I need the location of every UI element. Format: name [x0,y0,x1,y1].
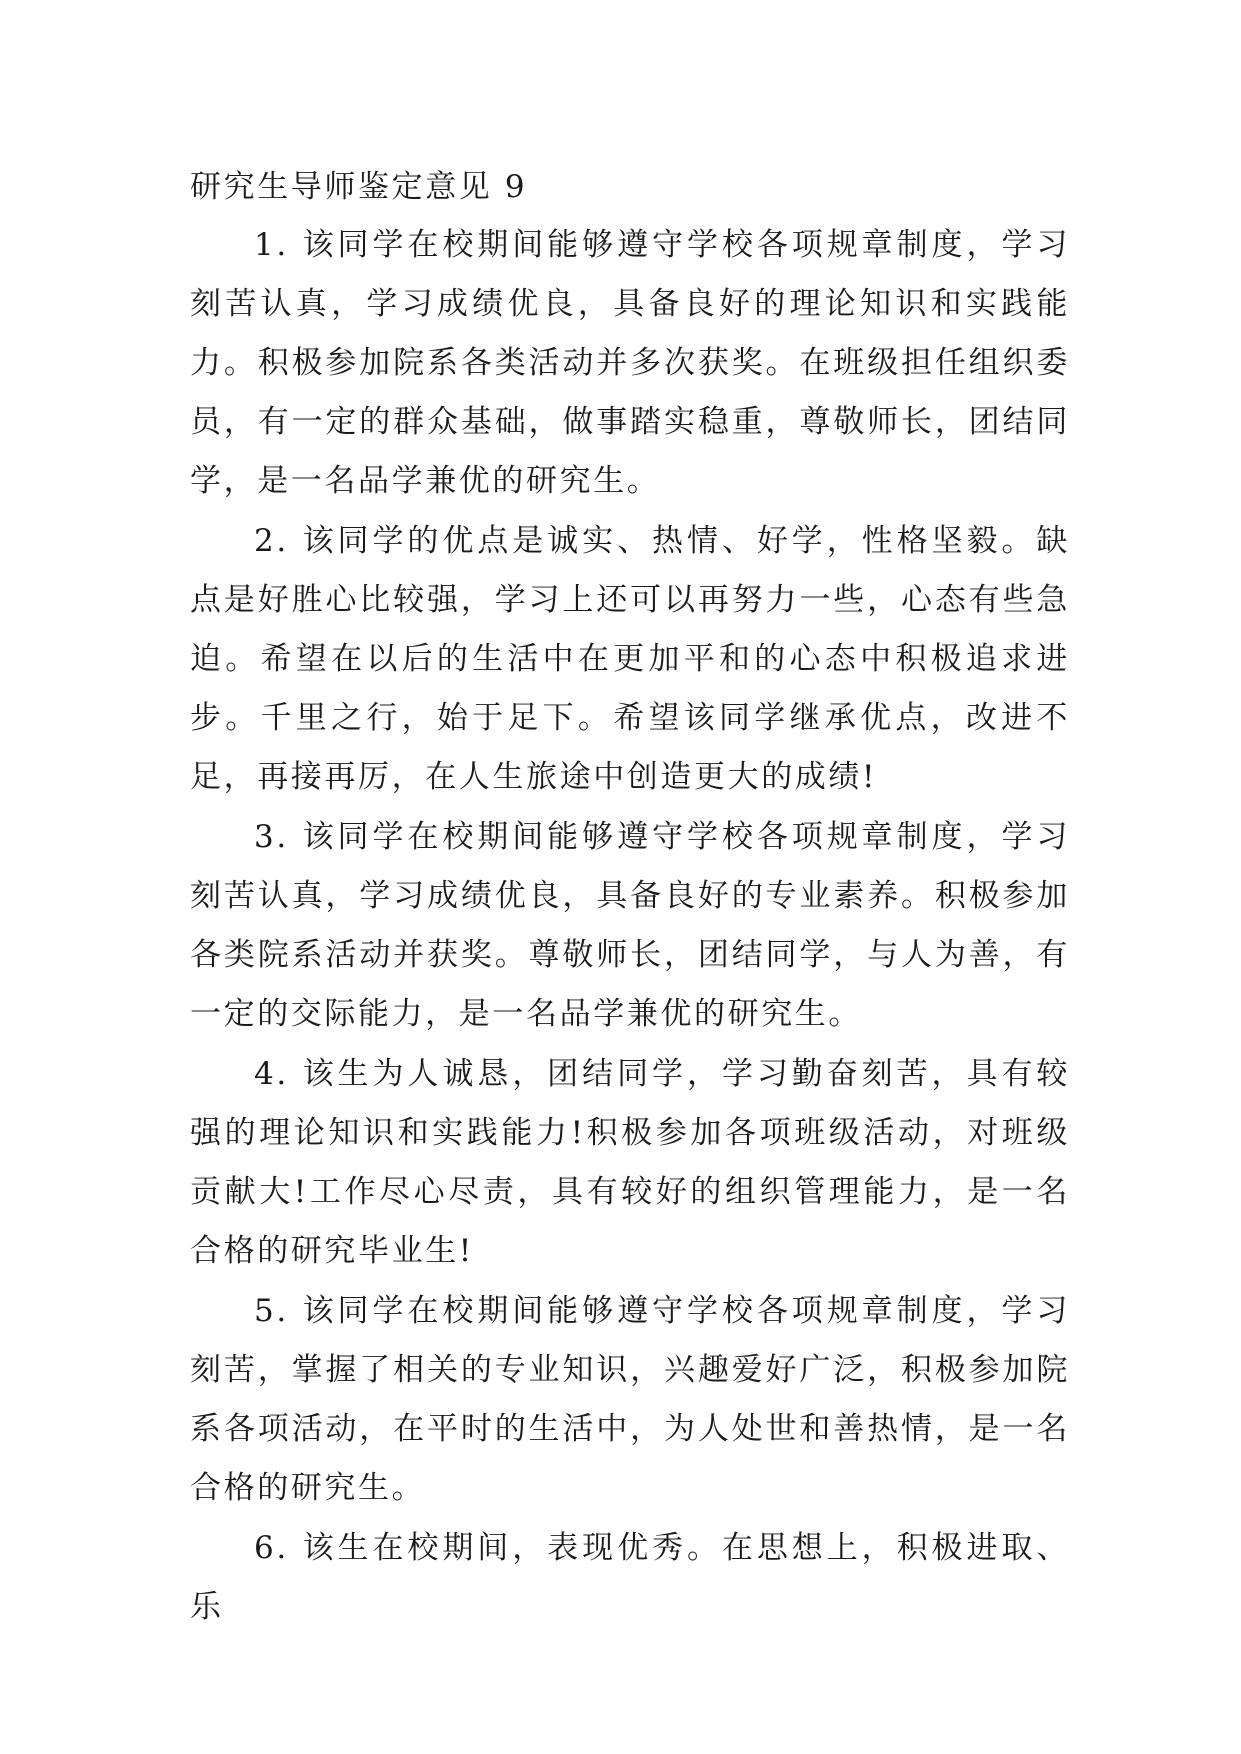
document-body [190,158,1070,1637]
paragraph-4: 4. 该生为人诚恳，团结同学，学习勤奋刻苦，具有较强的理论知识和实践能力!积极参加各项班级活动，对班级贡献大!工作尽心尽责，具有较好的组织管理能力，是一名合格的研究毕业生! [190,1056,1070,1269]
paragraph-6: 6. 该生在校期间，表现优秀。在思想上，积极进取、乐 [190,1530,1070,1625]
paragraph-5: 5. 该同学在校期间能够遵守学校各项规章制度，学习刻苦，掌握了相关的专业知识，兴趣爱好广泛，积极参加院系各项活动，在平时的生活中，为人处世和善热情，是一名合格的研究生。 [190,1293,1070,1506]
paragraph-3: 3. 该同学在校期间能够遵守学校各项规章制度，学习刻苦认真，学习成绩优良，具备良好的专业素养。积极参加各类院系活动并获奖。尊敬师长，团结同学，与人为善，有一定的交际能力，是一名品学兼优的研究生。 [190,819,1070,1032]
paragraph-2: 2. 该同学的优点是诚实、热情、好学，性格坚毅。缺点是好胜心比较强，学习上还可以再努力一些，心态有些急迫。希望在以后的生活中在更加平和的心态中积极追求进步。千里之行，始于足下。希望该同学继承优点，改进不足，再接再厉，在人生旅途中创造更大的成绩! [190,523,1070,795]
document-title: 研究生导师鉴定意见 9 [190,169,528,205]
paragraph-1: 1. 该同学在校期间能够遵守学校各项规章制度，学习刻苦认真，学习成绩优良，具备良好的理论知识和实践能力。积极参加院系各类活动并多次获奖。在班级担任组织委员，有一定的群众基础，做事踏实稳重，尊敬师长，团结同学，是一名品学兼优的研究生。 [190,227,1070,499]
